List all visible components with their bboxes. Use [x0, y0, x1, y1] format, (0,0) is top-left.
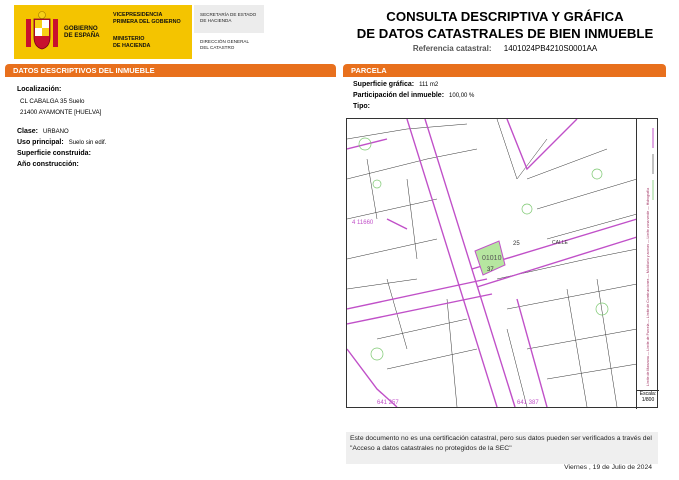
legend-drawing: [637, 118, 659, 390]
coat-of-arms-icon: [22, 11, 62, 55]
map-label-coord-2: 641 257: [377, 400, 399, 406]
map-label-25: 25: [513, 241, 520, 247]
map-scale: [636, 390, 659, 409]
document-header: [0, 0, 679, 62]
document-date: Viernes , 19 de Julio de 2024: [564, 464, 652, 471]
vicepresidencia-text: VICEPRESIDENCIA PRIMERA DEL GOBIERNO: [113, 12, 181, 25]
superficie-grafica-value: 111 m2: [419, 82, 439, 88]
superficie-construida-field: [17, 150, 91, 157]
participacion-value: 100,00 %: [449, 93, 475, 99]
clase-value: URBANO: [43, 129, 69, 135]
map-street-label: CALLE: [552, 240, 568, 246]
address-line-1: CL CABALGA 35 Suelo: [20, 98, 85, 105]
ministerio-text: MINISTERIO DE HACIENDA: [113, 36, 151, 49]
anio-construccion-label: Año construcción:: [17, 161, 79, 168]
legend-text: Límite de Manzana — Límite de Parcela — Límite de Construcciones — Mobiliario y aceras — Límite zona verde — Hidrografía: [646, 187, 650, 386]
uso-field: [17, 139, 106, 146]
parcela-header: PARCELA: [343, 64, 666, 77]
scale-value: 1/800: [641, 397, 655, 403]
disclaimer-box: Este documento no es una certificación catastral, pero sus datos pueden ser verificados a través del "Acceso a datos catastrales no protegidos de la SEC": [346, 432, 658, 464]
tipo-field: [353, 103, 370, 110]
secretaria-text: SECRETARÍA DE ESTADO DE HACIENDA: [200, 12, 257, 23]
reference-label: Referencia catastral:: [412, 44, 492, 53]
map-label-coord-1: 4 11660: [352, 220, 374, 226]
direccion-text: DIRECCIÓN GENERAL DEL CATASTRO: [200, 39, 250, 50]
title-line-1: CONSULTA DESCRIPTIVA Y GRÁFICA: [386, 9, 624, 24]
clase-field: [17, 128, 69, 135]
superficie-construida-label: Superficie construida:: [17, 150, 91, 157]
map-parcel-number: 37: [487, 267, 494, 273]
anio-construccion-field: [17, 161, 79, 168]
superficie-grafica-field: [353, 81, 438, 88]
clase-label: Clase:: [17, 128, 39, 135]
map-drawing: [347, 119, 637, 407]
scale-label: Escala:: [639, 391, 657, 397]
reference-value: 1401024PB4210S0001AA: [503, 44, 598, 53]
cadastral-map[interactable]: [346, 118, 658, 408]
map-parcel-label: 01010: [482, 255, 502, 262]
uso-label: Uso principal:: [17, 139, 64, 146]
map-label-coord-3: 641 387: [517, 400, 539, 406]
descriptive-data-header: DATOS DESCRIPTIVOS DEL INMUEBLE: [5, 64, 336, 77]
superficie-grafica-label: Superficie gráfica:: [353, 81, 415, 88]
title-line-2: DE DATOS CATASTRALES DE BIEN INMUEBLE: [356, 26, 654, 41]
address-line-2: 21400 AYAMONTE [HUELVA]: [20, 109, 102, 116]
uso-value: Suelo sin edif.: [68, 140, 107, 146]
map-legend: [636, 118, 659, 390]
gobierno-text: GOBIERNO DE ESPAÑA: [64, 25, 100, 39]
localizacion-label: Localización:: [17, 86, 62, 93]
document-title: [345, 8, 665, 42]
cadastral-reference: [345, 44, 665, 53]
tipo-label: Tipo:: [353, 103, 370, 110]
government-logo-block: [14, 5, 264, 59]
participacion-field: [353, 92, 474, 99]
participacion-label: Participación del inmueble:: [353, 92, 445, 99]
